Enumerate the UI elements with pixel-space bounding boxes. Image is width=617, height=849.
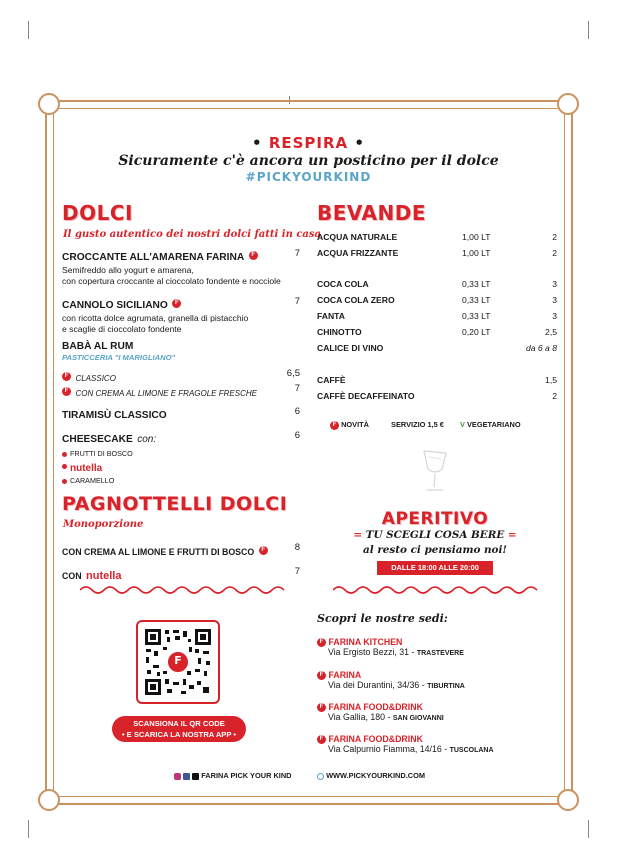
option-label: CLASSICO [75,374,116,383]
novita-icon: F [62,387,71,396]
location-item: F FARINA KITCHEN Via Ergisto Bezzi, 31 - TRASTEVERE [317,637,557,657]
option-price: 6,5 [286,368,300,379]
crop-mark [588,820,589,838]
item-name: CHEESECAKE [62,434,133,445]
wavy-divider [333,584,538,596]
qr-cta-badge[interactable] [112,716,246,742]
item-name: CROCCANTE ALL'AMARENA FARINA [62,252,245,263]
baba-option-classico [62,368,300,383]
vegetarian-icon: V [459,420,465,429]
aperitivo-title: APERITIVO [381,509,489,529]
drink-row: CHINOTTO 0,20 LT 2,5 [317,327,557,337]
legend [330,420,560,430]
corner-ornament [38,789,60,811]
wavy-divider [80,584,285,596]
item-desc: e scaglie di cioccolato fondente [62,324,182,334]
option-row: CARAMELLO [62,476,300,485]
corner-ornament [557,93,579,115]
item-desc: con copertura croccante al cioccolato fondente e nocciole [62,276,281,286]
respira-title: • RESPIRA • [252,134,365,152]
item-price: 8 [294,542,300,553]
item-price: 7 [294,248,300,259]
corner-ornament [557,789,579,811]
facebook-icon [183,773,190,780]
aperitivo-hours-badge: DALLE 18:00 ALLE 20:00 [377,561,493,575]
drink-row: CALICE DI VINO da 6 a 8 [317,343,557,353]
qr-cta-line2: • E SCARICA LA NOSTRA APP • [121,730,237,739]
instagram-icon [174,773,181,780]
item-price: 6 [294,430,300,441]
item-name: CON CREMA AL LIMONE E FRUTTI DI BOSCO [62,547,255,557]
item-desc: Semifreddo allo yogurt e amarena, [62,265,194,275]
item-desc: con ricotta dolce agrumata, granella di pistacchio [62,313,249,323]
farina-icon: F [317,638,326,647]
social-handle: FARINA PICK YOUR KIND [201,771,292,780]
dolci-title: DOLCI [62,201,133,225]
wine-glass-illustration [414,447,456,495]
aperitivo-line2: al resto ci pensiamo noi! [363,544,507,556]
item-name: CANNOLO SICILIANO [62,300,168,311]
farina-icon: F [317,735,326,744]
menu-item-croccante [62,247,300,287]
item-price: 7 [294,566,300,577]
baba-option-crema [62,383,300,398]
drink-row: COCA COLA ZERO 0,33 LT 3 [317,295,557,305]
sedi-title: Scopri le nostre sedi: [317,612,448,625]
website-footer[interactable] [317,771,425,780]
novita-icon: F [330,421,339,430]
legend-vegetariano: VEGETARIANO [466,420,521,429]
menu-item-baba [62,341,300,398]
item-note: PASTICCERIA "I MARIGLIANO" [62,353,176,362]
legend-servizio: SERVIZIO 1,5 € [391,420,444,429]
qr-cta-line1: SCANSIONA IL QR CODE [133,719,225,728]
corner-ornament [38,93,60,115]
crop-mark [588,21,589,39]
option-row [62,458,300,476]
item-con: con: [137,434,157,445]
hashtag: #PICKYOURKIND [245,170,372,184]
aperitivo-line1: = TU SCEGLI COSA BERE = [353,529,517,541]
tagline: Sicuramente c'è ancora un posticino per il dolce [118,153,499,169]
bevande-title: BEVANDE [317,201,427,225]
option-row: FRUTTI DI BOSCO [62,449,300,458]
option-label: CON CREMA AL LIMONE E FRAGOLE FRESCHE [75,389,257,398]
qr-logo: F [174,654,182,667]
location-item: F FARINA FOOD&DRINK Via Calpurnio Fiamma, 14/16 - TUSCOLANA [317,734,557,754]
drink-row: ACQUA FRIZZANTE 1,00 LT 2 [317,248,557,258]
menu-item-pagnottello-nutella [62,566,300,584]
menu-item-cannolo [62,295,300,335]
pagnottelli-subtitle: Monoporzione [63,519,144,530]
option-price: 7 [294,383,300,394]
farina-icon: F [317,671,326,680]
drink-row: CAFFÈ 1,5 [317,375,557,385]
social-footer[interactable] [174,771,292,780]
globe-icon [317,773,324,780]
drink-row: COCA COLA 0,33 LT 3 [317,279,557,289]
dolci-subtitle: Il gusto autentico dei nostri dolci fatti in casa [63,229,322,240]
novita-icon: F [62,372,71,381]
item-price: 7 [294,296,300,307]
tiktok-icon [192,773,199,780]
drink-row: ACQUA NATURALE 1,00 LT 2 [317,232,557,242]
novita-icon: F [259,546,268,555]
crop-mark [28,21,29,39]
location-item: F FARINA Via dei Durantini, 34/36 - TIBURTINA [317,670,557,690]
crop-mark [28,820,29,838]
item-name: BABÀ AL RUM [62,341,134,352]
pagnottelli-title: PAGNOTTELLI DOLCI [62,493,288,515]
item-price: 6 [294,406,300,417]
location-item: F FARINA FOOD&DRINK Via Gallia, 180 - SAN GIOVANNI [317,702,557,722]
item-name: CON [62,571,82,581]
drink-row: CAFFÈ DECAFFEINATO 2 [317,391,557,401]
menu-item-cheesecake [62,429,300,485]
nutella-logo: nutella [70,463,103,474]
drink-row: FANTA 0,33 LT 3 [317,311,557,321]
nutella-logo: nutella [86,570,122,582]
menu-item-pagnottello-crema [62,542,300,560]
farina-icon: F [317,703,326,712]
novita-icon: F [172,299,181,308]
item-name: TIRAMISÙ CLASSICO [62,410,167,421]
legend-novita: NOVITÀ [341,420,369,429]
website-link: WWW.PICKYOURKIND.COM [326,771,426,780]
header [100,134,517,184]
novita-icon: F [249,251,258,260]
menu-item-tiramisu [62,405,300,423]
